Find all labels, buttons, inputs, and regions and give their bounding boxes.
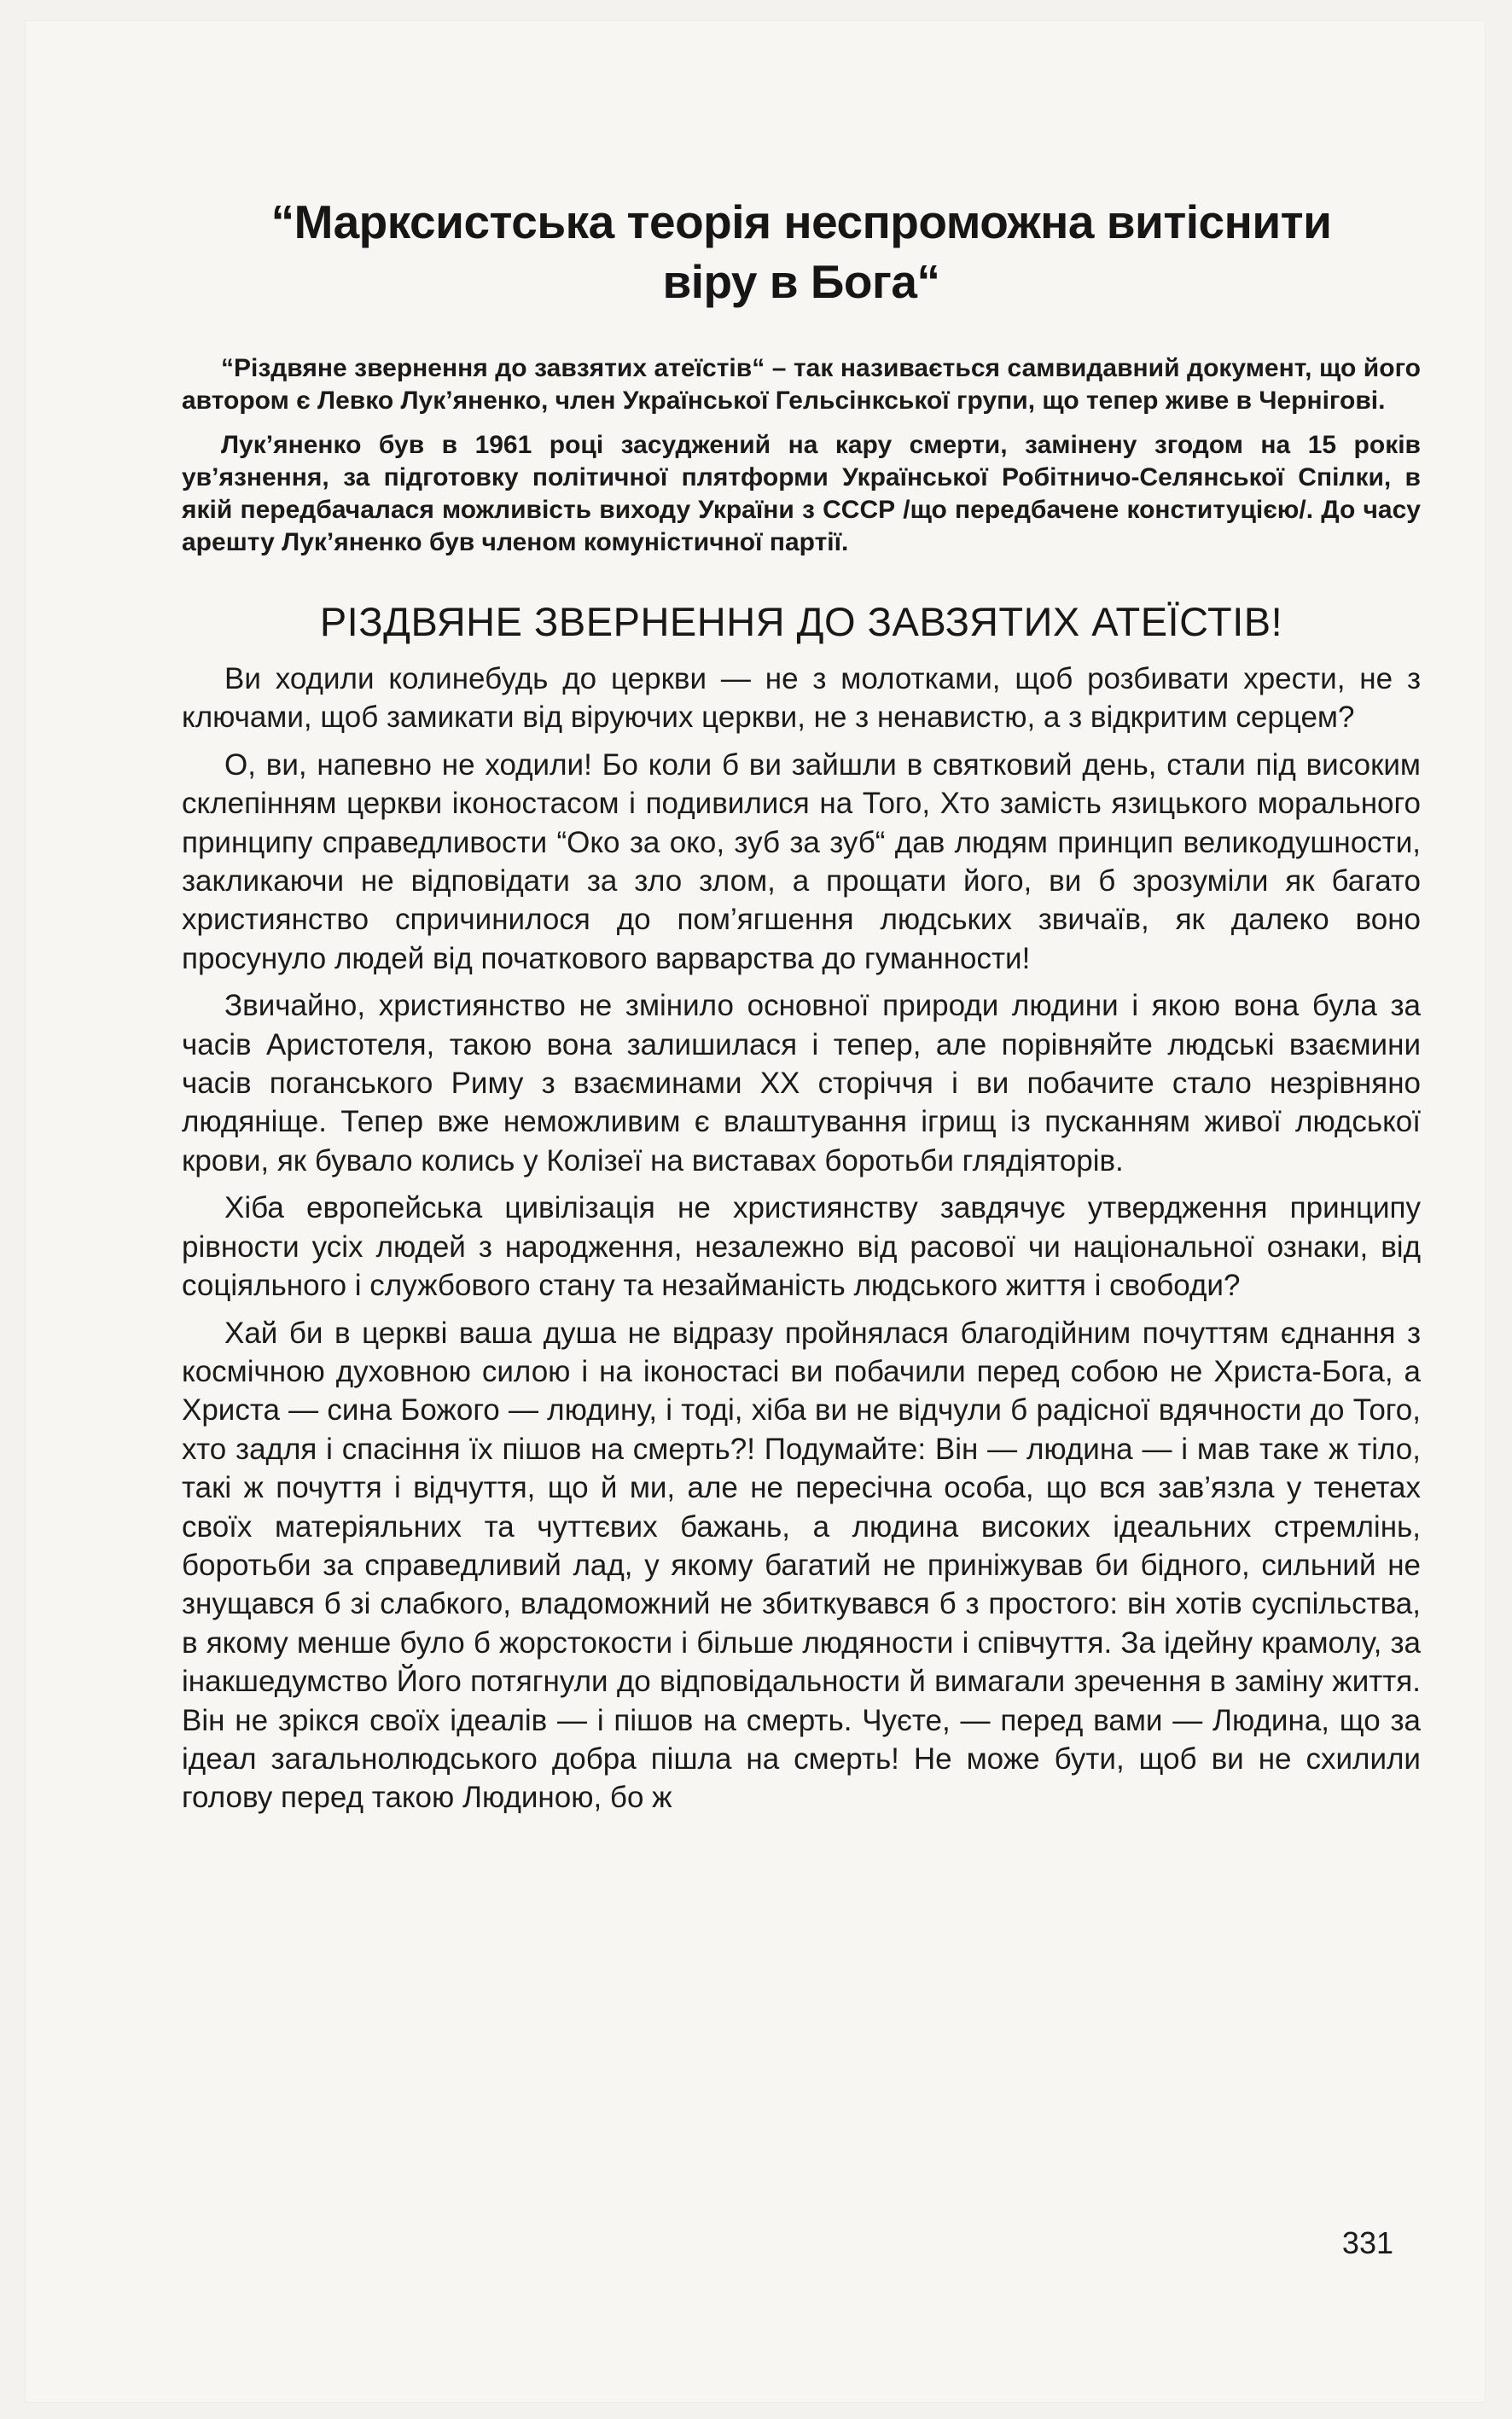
page-content [182,192,1421,1826]
intro-paragraph: Лук’яненко був в 1961 році засуджений на кару смерти, замінену згодом на 15 років ув’язнення, за підготовку політичної плятформи Української Робітничо-Селянської Спілки, в якій передбачалася можливість виходу України з СССР /що передбачене конституцією/. До часу арешту Лук’яненко був членом комуністичної партії. [182,431,1421,556]
intro-paragraph: “Різдвяне звернення до завзятих атеїстів“ – так називається самвидавний документ, що його автором є Левко Лук’яненко, член Української Гельсінкської групи, що тепер живе в Чернігові. [182,354,1421,415]
body-paragraph: Хай би в церкві ваша душа не відразу пройнялася благодійним почуттям єднання з космічною духовною силою і на іконостасі ви побачили перед собою не Христа-Бога, а Христа — сина Божого — людину, і тоді, хіба ви не відчули б радісної вдячности до Того, хто задля і спасіння їх пішов на смерть?! Подумайте: Він — людина — і мав таке ж тіло, такі ж почуття і відчуття, що й ми, але не пересічна особа, що вся зав’язла у тенетах своїх матеріяльних та чуттєвих бажань, а людина високих ідеальних стремлінь, боротьби за справедливий лад, у якому багатий не приніжував би бідного, сильний не знущався б зі слабкого, владоможний не збиткувався б з простого: він хотів суспільства, в якому менше було б жорстокости і більше людяности і співчуття. За ідейну крамолу, за інакшедумство Його потягнули до відповідальности й вимагали зречення в заміну життя. Він не зрікся своїх ідеалів — і пішов на смерть. Чуєте, — перед вами — Людина, що за ідеал загальнолюдського добра пішла на смерть! Не може бути, щоб ви не схилили голову перед такою Людиною, бо ж [182,1316,1421,1815]
body-paragraph: Звичайно, християнство не змінило основної природи людини і якою вона була за часів Аристотеля, такою вона залишилася і тепер, але порівняйте людські взаємини часів поганського Риму з взаєминами XX сторіччя і ви побачите стало незрівняно людяніще. Тепер вже неможливим є влаштування ігрищ із пусканням живої людської крови, як бувало колись у Колізеї на виставах боротьби глядіяторів. [182,989,1421,1178]
article-body [182,660,1421,1817]
document-page [26,21,1485,2402]
page-number: 331 [1341,2225,1393,2260]
article-title [182,192,1421,311]
body-paragraph: Хіба европейська цивілізація не християнству завдячує утвердження принципу рівности усіх людей з народження, незалежно від расової чи національної ознаки, від соціяльного і службового стану та незайманість людського життя і свободи? [182,1191,1421,1303]
section-heading: РІЗДВЯНЕ ЗВЕРНЕННЯ ДО ЗАВЗЯТИХ АТЕЇСТІВ! [319,599,1283,644]
body-paragraph: Ви ходили колинебудь до церкви — не з молотками, щоб розбивати хрести, не з ключами, щоб замикати від віруючих церкви, не з ненавистю, а з відкритим серцем? [182,662,1421,735]
title-line-2: віру в Бога“ [662,255,940,308]
intro-block [182,352,1421,559]
title-line-1: “Марксистська теорія неспроможна витіснити [270,195,1332,248]
body-paragraph: О, ви, напевно не ходили! Бо коли б ви зайшли в святковий день, стали під високим склепінням церкви іконостасом і подивилися на Того, Хто замість язицького морального принципу справедливости “Око за око, зуб за зуб“ дав людям принцип великодушности, закликаючи не відповідати за зло злом, а прощати його, ви б зрозуміли як багато християнство спричинилося до пом’ягшення людських звичаїв, як далеко воно просунуло людей від початкового варварства до гуманности! [182,747,1421,975]
